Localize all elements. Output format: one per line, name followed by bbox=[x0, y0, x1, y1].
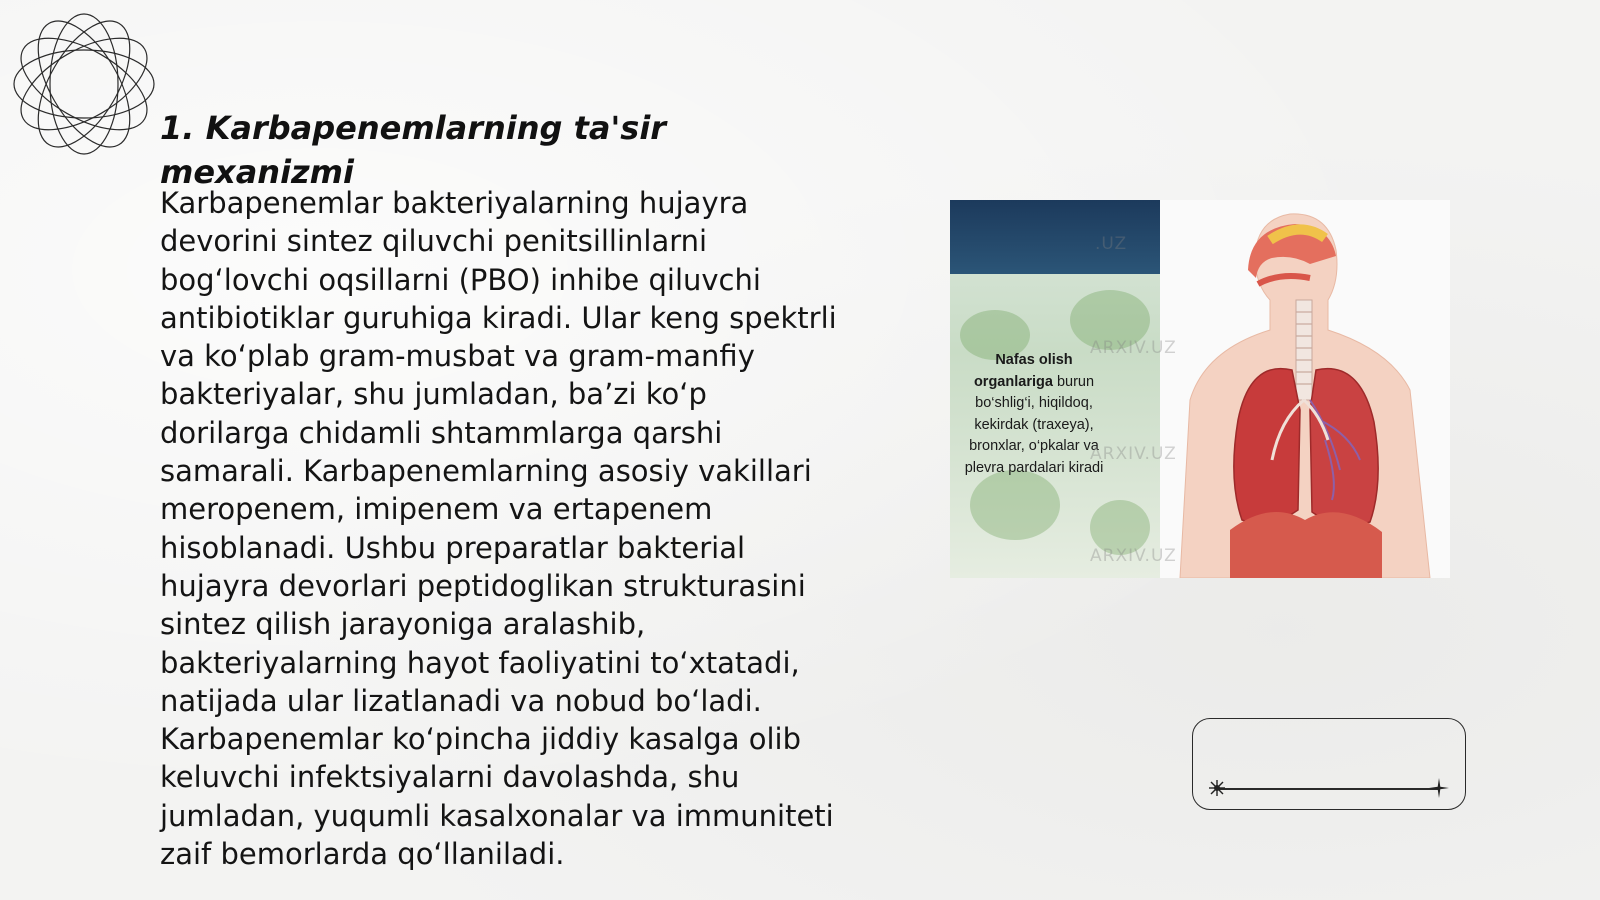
figure-caption-panel bbox=[950, 200, 1160, 578]
watermark-text: ARXIV.UZ bbox=[1090, 546, 1177, 566]
watermark-text: .UZ bbox=[1095, 234, 1128, 254]
watermark-text: ARXIV.UZ bbox=[1090, 444, 1177, 464]
slide-title: 1. Karbapenemlarning ta'sir mexanizmi bbox=[160, 109, 667, 191]
figure-banner bbox=[950, 200, 1160, 274]
watermark-text: ARXIV.UZ bbox=[1090, 338, 1177, 358]
four-point-star-icon bbox=[1429, 778, 1449, 798]
slider-line bbox=[1217, 788, 1439, 790]
figure-caption-bold: Nafas olish organlariga bbox=[973, 352, 1073, 390]
slide-body-text: Karbapenemlar bakteriyalarning hujayra devorini sintez qiluvchi penitsillinlarni bog‘lovchi oqsillarni (PBO) inhibe qiluvchi antibiotiklar guruhiga kiradi. Ular keng spektrli va ko‘plab gram-musbat va gram-manfiy bakteriyalar, shu jumladan, ba’zi ko‘p dorilarga chidamli shtammlarga qarshi samarali. Karbapenemlarning asosiy vakillari meropenem, imipenem va ertapenem hisoblanadi. Ushbu preparatlar bakterial hujayra devorlari peptidoglikan strukturasini sintez qilish jarayoniga aralashib, bakteriyalarning hayot faoliyatini to‘xtatadi, natijada ular lizatlanadi va nobud bo‘ladi. Karbapenemlar ko‘pincha jiddiy kasalga olib keluvchi infektsiyalarni davolashda, shu jumladan, yuqumli kasalxonalar va immuniteti zaif bemorlarda qo‘llaniladi. bbox=[160, 186, 837, 872]
figure-caption-rest: burun bo‘shlig‘i, hiqildoq, kekirdak (traxeya), bronxlar, o‘pkalar va plevra pardalari kiradi bbox=[964, 373, 1104, 476]
orbit-rings-icon bbox=[10, 10, 158, 158]
decorative-slider-box bbox=[1192, 718, 1466, 810]
lungs-illustration bbox=[1160, 200, 1450, 578]
respiratory-system-figure bbox=[950, 200, 1450, 578]
sparkle-icon bbox=[1207, 778, 1227, 798]
